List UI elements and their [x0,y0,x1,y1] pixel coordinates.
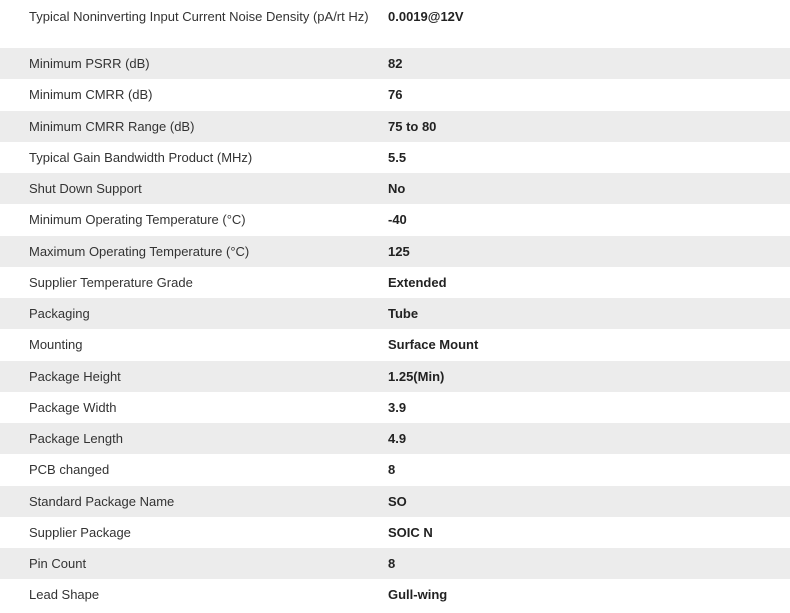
spec-value: 76 [388,87,403,102]
spec-label: Supplier Temperature Grade [29,274,193,290]
spec-label: Minimum CMRR (dB) [29,87,153,102]
spec-row [0,486,790,517]
spec-row [0,298,790,329]
spec-row [0,548,790,579]
spec-label: Maximum Operating Temperature (°C) [29,243,250,259]
spec-label: Minimum Operating Temperature (°C) [29,212,246,227]
spec-value: 1.25(Min) [388,368,445,384]
spec-label: Typical Gain Bandwidth Product (MHz) [29,149,253,165]
spec-row [0,517,790,548]
spec-label: Typical Noninverting Input Current Noise Density (pA/rt Hz) [29,9,369,24]
spec-value: SO [388,493,407,509]
spec-row [0,204,790,236]
spec-row [0,142,790,173]
spec-label: Minimum PSRR (dB) [29,55,150,71]
spec-label: Package Width [29,399,117,415]
spec-row [0,361,790,392]
spec-value: 8 [388,555,396,571]
spec-row [0,454,790,486]
spec-label: Shut Down Support [29,180,142,196]
spec-value: 3.9 [388,399,407,415]
spec-value: Gull-wing [388,587,448,602]
spec-label: Mounting [29,337,83,352]
spec-value: No [388,180,406,196]
spec-label: Packaging [29,305,90,321]
spec-value: -40 [388,212,407,227]
spec-label: Lead Shape [29,587,100,602]
spec-row [0,267,790,298]
spec-label: Minimum CMRR Range (dB) [29,118,195,134]
spec-label: Standard Package Name [29,493,175,509]
spec-value: Tube [388,305,419,321]
spec-value: 75 to 80 [388,118,437,134]
spec-label: Pin Count [29,555,87,571]
spec-row [0,423,790,454]
spec-row [0,173,790,204]
spec-value: 4.9 [388,430,407,446]
spec-row [0,392,790,423]
spec-value: 125 [388,243,410,259]
spec-value: Surface Mount [388,337,479,352]
spec-label: Package Length [29,430,123,446]
spec-value: 5.5 [388,149,407,165]
spec-row [0,0,790,48]
spec-row [0,79,790,111]
spec-label: PCB changed [29,462,110,477]
spec-row [0,48,790,79]
spec-row [0,111,790,142]
spec-row [0,579,790,611]
spec-label: Supplier Package [29,524,131,540]
spec-value: Extended [388,274,447,290]
spec-value: 0.0019@12V [388,9,464,24]
spec-value: 82 [388,55,403,71]
spec-row [0,329,790,361]
spec-label: Package Height [29,368,121,384]
spec-value: SOIC N [388,524,433,540]
spec-row [0,236,790,267]
spec-value: 8 [388,462,396,477]
